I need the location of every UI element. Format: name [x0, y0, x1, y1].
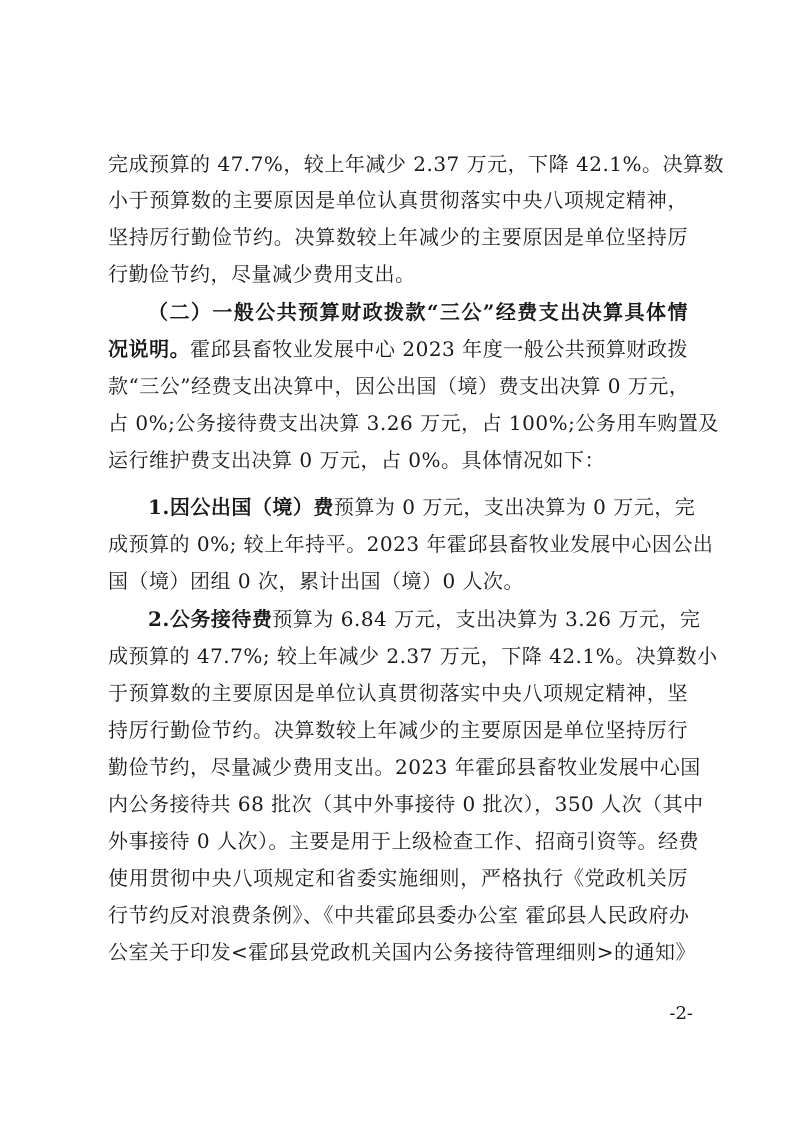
item-heading: 2.公务接待费预算为 6.84 万元，支出决算为 3.26 万元，完 [148, 607, 701, 631]
body-line: 成预算的 0%; 较上年持平。2023 年霍邱县畜牧业发展中心因公出 [108, 532, 714, 556]
body-line: 公室关于印发<霍邱县党政机关国内公务接待管理细则>的通知》 [108, 940, 697, 964]
body-line: 坚持厉行勤俭节约。决算数较上年减少的主要原因是单位坚持厉 [108, 225, 688, 249]
body-line: 内公务接待共 68 批次（其中外事接待 0 批次），350 人次（其中 [108, 792, 704, 816]
page-number: -2- [669, 1003, 693, 1024]
body-line: 成预算的 47.7%; 较上年减少 2.37 万元，下降 42.1%。决算数小 [108, 644, 718, 668]
body-line: 完成预算的 47.7%，较上年减少 2.37 万元，下降 42.1%。决算数 [108, 152, 725, 176]
body-line: 行节约反对浪费条例》、《中共霍邱县委办公室 霍邱县人民政府办 [108, 903, 690, 927]
body-line: 持厉行勤俭节约。决算数较上年减少的主要原因是单位坚持厉行 [108, 718, 688, 742]
body-line: 行勤俭节约，尽量减少费用支出。 [108, 262, 416, 286]
body-line: 国（境）团组 0 次，累计出国（境）0 人次。 [108, 569, 525, 593]
body-line: 况说明。霍邱县畜牧业发展中心 2023 年度一般公共预算财政拨 [108, 337, 688, 361]
body-line: 勤俭节约，尽量减少费用支出。2023 年霍邱县畜牧业发展中心国 [108, 755, 701, 779]
item-heading: 1.因公出国（境）费预算为 0 万元，支出决算为 0 万元，完 [148, 495, 696, 519]
body-line: 小于预算数的主要原因是单位认真贯彻落实中央八项规定精神， [108, 188, 688, 212]
body-line: 运行维护费支出决算 0 万元，占 0%。具体情况如下： [108, 448, 606, 472]
body-line: 外事接待 0 人次）。主要是用于上级检查工作、招商引资等。经费 [108, 829, 699, 853]
body-line: 使用贯彻中央八项规定和省委实施细则，严格执行《党政机关厉 [108, 866, 688, 890]
section-heading: （二）一般公共预算财政拨款“三公”经费支出决算具体情 [148, 300, 688, 324]
body-line: 于预算数的主要原因是单位认真贯彻落实中央八项规定精神，坚 [108, 681, 688, 705]
body-line: 款“三公”经费支出决算中，因公出国（境）费支出决算 0 万元， [108, 374, 690, 398]
body-line: 占 0%;公务接待费支出决算 3.26 万元，占 100%;公务用车购置及 [108, 411, 719, 435]
